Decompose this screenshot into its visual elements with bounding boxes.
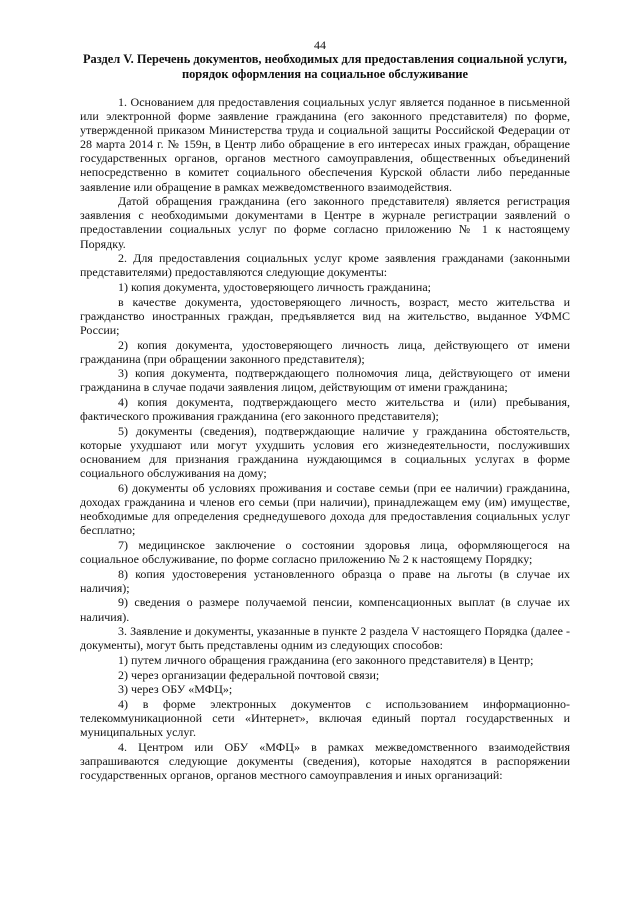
paragraph-1: 1. Основанием для предоставления социальных услуг является поданное в письменной или электронной форме заявление гражданина (его законного представителя) по форме, утвержденной приказом Министерства труда и социальной защиты Российской Федерации от 28 марта 2014 г. № 159н, в Центр либо обращение в его интересах иных граждан, обращение государственных органов, органов местного самоуправления, общественных объединений непосредственно в комитет социального обеспечения Курской области либо переданные заявление или обращение в рамках межведомственного взаимодействия. xyxy=(80,95,570,194)
paragraph-10: 6) документы об условиях проживания и составе семьи (при ее наличии) гражданина, доходах гражданина и членов его семьи (при наличии), принадлежащем ему (им) имуществе, необходимые для определения среднедушевого дохода для предоставления социальных услуг бесплатно; xyxy=(80,480,570,538)
paragraph-14: 3. Заявление и документы, указанные в пункте 2 раздела V настоящего Порядка (далее - документы), могут быть представлены одним из следующих способов: xyxy=(80,624,570,653)
paragraph-16: 2) через организации федеральной почтовой связи; xyxy=(118,667,380,682)
paragraph-12: 8) копия удостоверения установленного образца о праве на льготы (в случае их наличия); xyxy=(80,566,570,595)
paragraph-11: 7) медицинское заключение о состоянии здоровья лица, оформляющегося на социальное обслуживание, по форме согласно приложению № 2 к настоящему Порядку; xyxy=(80,537,570,566)
paragraph-3: 2. Для предоставления социальных услуг кроме заявления гражданами (законными представителями) предоставляются следующие документы: xyxy=(80,251,570,280)
paragraph-13: 9) сведения о размере получаемой пенсии, компенсационных выплат (в случае их наличия). xyxy=(80,595,570,624)
paragraph-7: 3) копия документа, подтверждающего полномочия лица, действующего от имени гражданина в случае подачи заявления лицом, действующим от имени гражданина; xyxy=(80,366,570,395)
paragraph-19: 4. Центром или ОБУ «МФЦ» в рамках межведомственного взаимодействия запрашиваются следующие документы (сведения), которые находятся в распоряжении государственных органов, органов местного самоуправления и иных организаций: xyxy=(80,739,570,783)
paragraph-4: 1) копия документа, удостоверяющего личность гражданина; xyxy=(118,280,432,294)
paragraph-18: 4) в форме электронных документов с использованием информационно-телекоммуникационной сети «Интернет», включая единый портал государственных и муниципальных услуг. xyxy=(80,697,570,740)
section-title: Раздел V. Перечень документов, необходимых для предоставления социальной услуги, порядок оформления на социальное обслуживание xyxy=(82,52,568,81)
paragraph-6: 2) копия документа, удостоверяющего личность лица, действующего от имени гражданина (при обращении законного представителя); xyxy=(80,337,570,366)
page-number: 44 xyxy=(314,38,326,52)
paragraph-15: 1) путем личного обращения гражданина (его законного представителя) в Центр; xyxy=(118,652,534,667)
paragraph-2: Датой обращения гражданина (его законного представителя) является регистрация заявления с необходимыми документами в Центре в журнале регистрации заявлений о предоставлении социальных услуг по форме согласно приложению № 1 к настоящему Порядку. xyxy=(80,194,570,251)
paragraph-5: в качестве документа, удостоверяющего личность, возраст, место жительства и гражданство иностранных граждан, предъявляется вид на жительство, выданное УФМС России; xyxy=(80,294,570,337)
document-body xyxy=(80,95,570,783)
paragraph-8: 4) копия документа, подтверждающего место жительства и (или) пребывания, фактического проживания гражданина (его законного представителя); xyxy=(80,395,570,424)
paragraph-9: 5) документы (сведения), подтверждающие наличие у гражданина обстоятельств, которые ухудшают или могут ухудшить условия его жизнедеятельности, послуживших основанием для признания гражданина нуждающимся в социальных услугах в форме социального обслуживания на дому; xyxy=(80,423,570,481)
paragraph-17: 3) через ОБУ «МФЦ»; xyxy=(118,682,233,697)
